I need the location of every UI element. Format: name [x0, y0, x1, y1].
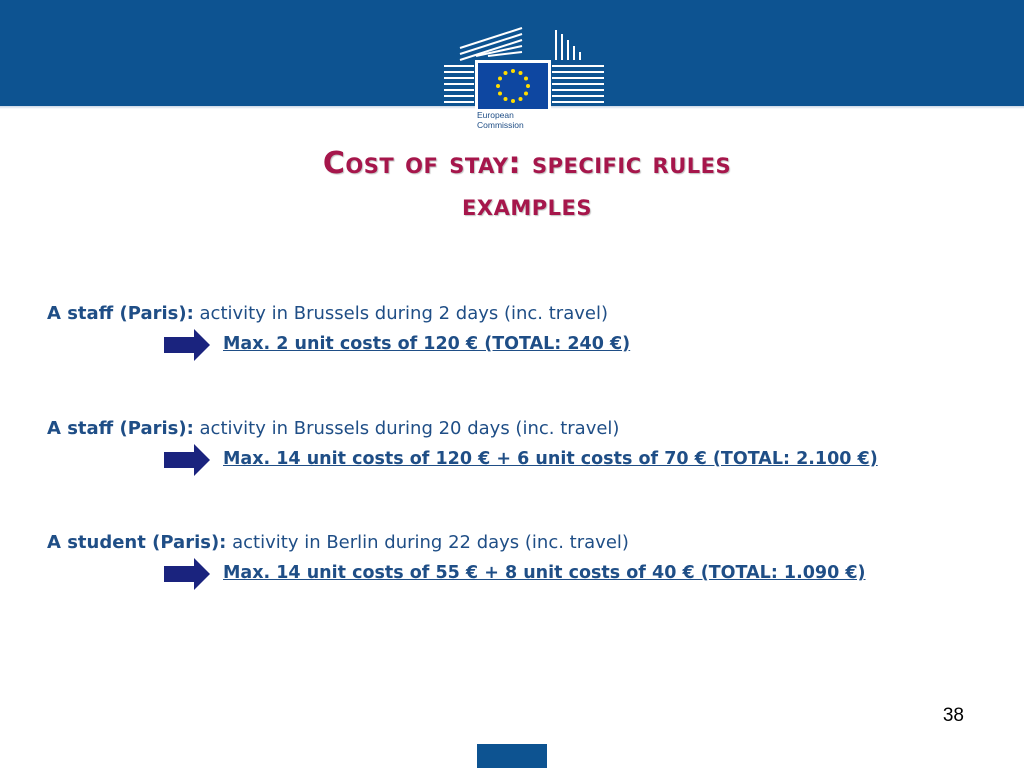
- logo-caption: [477, 110, 545, 130]
- logo-text-line1: European: [477, 110, 514, 120]
- example-result: Max. 14 unit costs of 120 € + 6 unit costs of 70 € (TOTAL: 2.100 €): [223, 449, 878, 469]
- example-activity: activity in Brussels during 20 days (inc. travel): [199, 418, 620, 439]
- example-result-row: [47, 558, 1007, 588]
- slide-title-line1: Cost of stay: specific rules: [322, 146, 732, 181]
- right-arrow-icon: [164, 558, 210, 590]
- example-result: Max. 2 unit costs of 120 € (TOTAL: 240 €): [223, 334, 631, 354]
- example-subject: A staff (Paris):: [47, 303, 194, 324]
- example-result-row: [47, 444, 1007, 474]
- footer-tab: [477, 744, 547, 768]
- example-description: [47, 530, 1007, 556]
- right-arrow-icon: [164, 444, 210, 476]
- example-result-row: [47, 329, 1007, 359]
- example-description: [47, 301, 1007, 327]
- example-activity: activity in Berlin during 22 days (inc. travel): [232, 532, 629, 553]
- example-subject: A staff (Paris):: [47, 418, 194, 439]
- example-activity: activity in Brussels during 2 days (inc. travel): [199, 303, 608, 324]
- example-3: [47, 530, 1007, 588]
- right-arrow-icon: [164, 329, 210, 361]
- example-subject: A student (Paris):: [47, 532, 227, 553]
- logo-text-line2: Commission: [477, 120, 524, 130]
- example-2: [47, 416, 1007, 474]
- example-1: [47, 301, 1007, 359]
- page-number: 38: [942, 705, 964, 726]
- example-result: Max. 14 unit costs of 55 € + 8 unit costs of 40 € (TOTAL: 1.090 €): [223, 563, 866, 583]
- slide-title-line2: examples: [462, 188, 592, 223]
- example-description: [47, 416, 1007, 442]
